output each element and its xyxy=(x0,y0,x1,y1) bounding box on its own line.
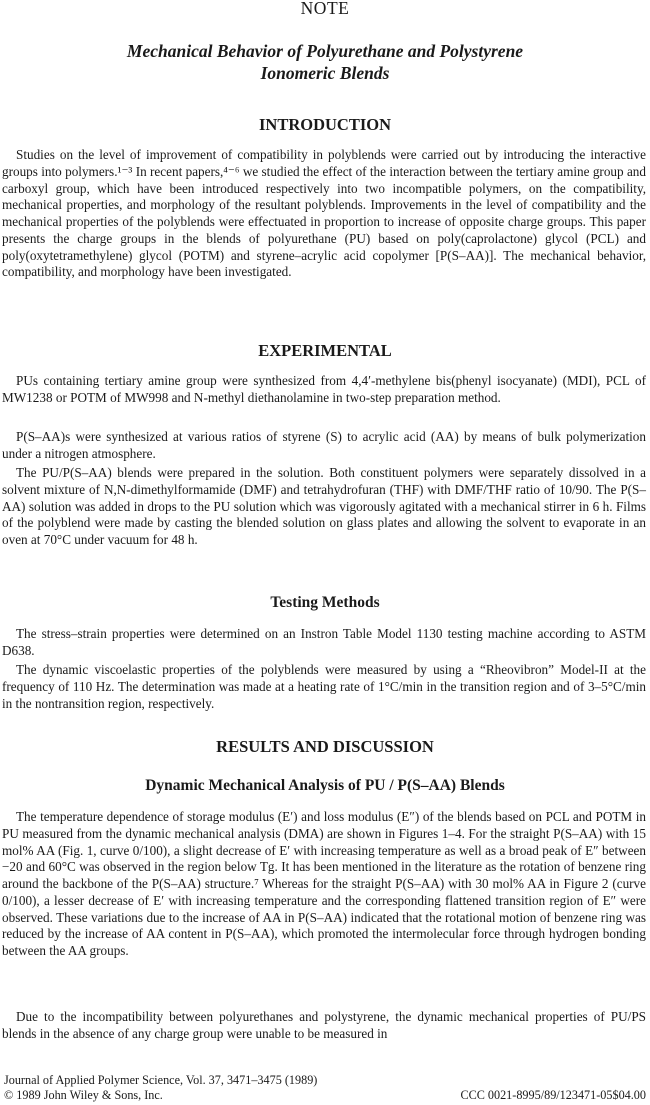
results-paragraph-1: The temperature dependence of storage modulus (E′) and loss modulus (E″) of the blends based on PCL and POTM in PU measured from the dynamic mechanical analysis (DMA) are shown in Figures 1–4. For the straight P(S–AA) with 15 mol% AA (Fig. 1, curve 0/100), a slight decrease of E′ with increasing temperature as well as a broad peak of E″ between −20 and 60°C was observed in the region below Tg. It has been mentioned in the literature as the rotation of benzene ring around the backbone of the P(S–AA) structure.⁷ Whereas for the straight P(S–AA) with 30 mol% AA in Figure 2 (curve 0/100), a lesser decrease of E′ with increasing temperature and the corresponding flattened transition region of E″ were observed. These variations due to the increase of AA in P(S–AA) indicated that the rotational motion of benzene ring was reduced by the increase of AA content in P(S–AA), which promoted the intermolecular force through hydrogen bonding between the AA groups. xyxy=(2,809,646,958)
testing-methods-heading: Testing Methods xyxy=(270,594,380,611)
experimental-paragraph-2: P(S–AA)s were synthesized at various ratios of styrene (S) to acrylic acid (AA) by means of bulk polymerization under a nitrogen atmosphere. xyxy=(2,429,646,461)
introduction-heading: INTRODUCTION xyxy=(258,115,392,134)
ccc-code: CCC 0021-8995/89/123471-05$04.00 xyxy=(460,1088,646,1102)
dma-subheading: Dynamic Mechanical Analysis of PU / P(S–AA) Blends xyxy=(145,777,505,794)
page-footer xyxy=(4,1073,646,1103)
title-line-2: Ionomeric Blends xyxy=(260,63,390,83)
results-paragraph-2: Due to the incompatibility between polyurethanes and polystyrene, the dynamic mechanical properties of PU/PS blends in the absence of any charge group were unable to be measured in xyxy=(2,1009,646,1041)
experimental-paragraph-3: The PU/P(S–AA) blends were prepared in the solution. Both constituent polymers were separately dissolved in a solvent mixture of N,N-dimethylformamide (DMF) and tetrahydrofuran (THF) with DMF/THF ratio of 10/90. The P(S–AA) solution was added in drops to the PU solution which was vigorously agitated with a mechanical stirrer in 6 h. Films of the polyblend were made by casting the blended solution on glass plates and allowing the solvent to evaporate in an oven at 70°C under vacuum for 48 h. xyxy=(2,465,646,547)
testing-paragraph-2: The dynamic viscoelastic properties of the polyblends were measured by using a “Rheovibron” Model-II at the frequency of 110 Hz. The determination was made at a heating rate of 1°C/min in the transition region and of 3–5°C/min in the nontransition region, respectively. xyxy=(2,662,646,711)
experimental-paragraph-1: PUs containing tertiary amine group were synthesized from 4,4′-methylene bis(phenyl isocyanate) (MDI), PCL of MW1238 or POTM of MW998 and N-methyl diethanolamine in two-step preparation method. xyxy=(2,373,646,405)
testing-paragraph-1: The stress–strain properties were determined on an Instron Table Model 1130 testing machine according to ASTM D638. xyxy=(2,626,646,658)
experimental-heading: EXPERIMENTAL xyxy=(258,341,392,360)
footer-row-2 xyxy=(4,1088,646,1103)
article-title xyxy=(0,40,650,84)
introduction-paragraph: Studies on the level of improvement of compatibility in polyblends were carried out by introducing the interactive groups into polymers.¹⁻³ In recent papers,⁴⁻⁶ we studied the effect of the interaction between the tertiary amine group and carboxyl group, which have been introduced respectively into two incompatible polymers, on the compatibility, mechanical properties, and morphology of the resultant polyblends. Improvements in the level of compatibility and the mechanical properties of the polyblends were effectuated in proportion to increase of opposite charge groups. This paper presents the charge groups in the blends of polyurethane (PU) based on poly(caprolactone) glycol (PCL) and poly(oxytetramethylene) glycol (POTM) and styrene–acrylic acid copolymer [P(S–AA)]. The mechanical behavior, compatibility, and morphology have been investigated. xyxy=(2,147,646,280)
title-line-1: Mechanical Behavior of Polyurethane and Polystyrene xyxy=(126,41,524,61)
copyright-notice: © 1989 John Wiley & Sons, Inc. xyxy=(4,1088,163,1102)
note-label: NOTE xyxy=(300,0,350,18)
journal-citation: Journal of Applied Polymer Science, Vol. 37, 3471–3475 (1989) xyxy=(4,1073,318,1087)
footer-row-1 xyxy=(4,1073,646,1088)
results-heading: RESULTS AND DISCUSSION xyxy=(216,737,434,756)
